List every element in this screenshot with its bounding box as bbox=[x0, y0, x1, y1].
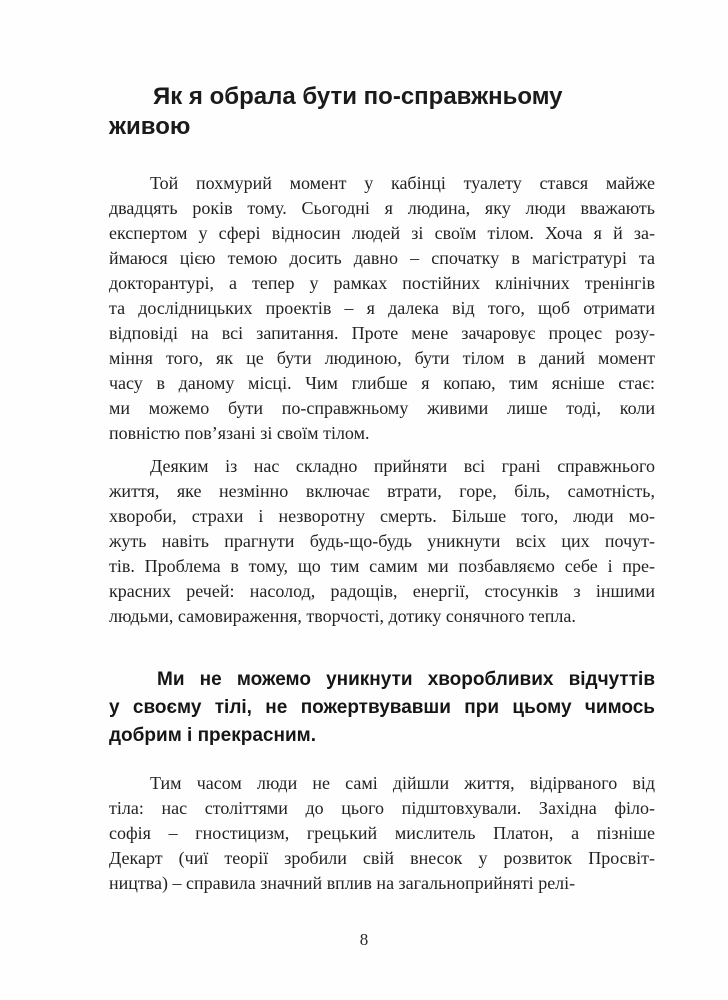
text-line: часу в даному місці. Чим глибше я копаю, тим ясніше стає: bbox=[109, 373, 655, 393]
text-line: жуть навіть прагнути будь-що-будь уникнути всіх цих почут- bbox=[109, 531, 655, 551]
text-line: софія – гностицизм, грецький мислитель Платон, а пізніше bbox=[109, 823, 655, 843]
text-line: ми можемо бути по-справжньому живими лише тоді, коли bbox=[109, 398, 655, 418]
body-paragraph-3 bbox=[109, 771, 655, 896]
body-paragraph-2 bbox=[109, 454, 655, 629]
text-line: тіла: нас століттями до цього підштовхували. Західна філо- bbox=[109, 798, 655, 818]
text-line: красних речей: насолод, радощів, енергії, стосунків з іншими bbox=[109, 581, 655, 601]
text-line: Ми не можемо уникнути хворобливих відчуттів bbox=[157, 669, 655, 690]
body-paragraph-1 bbox=[109, 171, 655, 446]
page-number: 8 bbox=[359, 930, 369, 949]
text-line: у своєму тілі, не пожертвувавши при цьому чимось bbox=[109, 697, 655, 718]
text-line: життя, яке незмінно включає втрати, горе, біль, самотність, bbox=[109, 481, 655, 501]
text-line: ймаюся цією темою досить давно – спочатку в магістратурі та bbox=[109, 248, 655, 268]
text-line: ництва) – справила значний вплив на загальноприйняті релі- bbox=[109, 873, 576, 893]
text-line: хвороби, страхи і незворотну смерть. Більше того, люди мо- bbox=[109, 506, 655, 526]
text-line: експертом у сфері відносин людей зі своїм тілом. Хоча я й за- bbox=[109, 223, 655, 243]
text-line: Як я обрала бути по-справжньому bbox=[153, 83, 563, 110]
text-line: відповіді на всі запитання. Проте мене зачаровує процес розу- bbox=[109, 323, 655, 343]
text-line: добрим і прекрасним. bbox=[109, 725, 316, 746]
text-line: Той похмурий момент у кабінці туалету стався майже bbox=[150, 173, 655, 193]
text-line: Деяким із нас складно прийняти всі грані справжнього bbox=[150, 456, 655, 476]
text-line: Тим часом люди не самі дійшли життя, відірваного від bbox=[150, 773, 655, 793]
text-line: міння того, як це бути людиною, бути тілом в даний момент bbox=[109, 348, 655, 368]
text-line: Декарт (чиї теорії зробили свій внесок у розвиток Просвіт- bbox=[109, 848, 655, 868]
text-line: докторантурі, а тепер у рамках постійних клінічних тренінгів bbox=[109, 273, 655, 293]
text-line: повністю пов’язані зі своїм тілом. bbox=[109, 423, 370, 443]
text-line: двадцять років тому. Сьогодні я людина, яку люди вважають bbox=[109, 198, 655, 218]
text-line: живою bbox=[109, 113, 191, 140]
text-line: людьми, самовираження, творчості, дотику сонячного тепла. bbox=[109, 606, 576, 626]
chapter-heading bbox=[109, 82, 655, 142]
emphasis-paragraph bbox=[109, 666, 655, 750]
text-line: та дослідницьких проектів – я далека від того, щоб отримати bbox=[109, 298, 655, 318]
text-line: тів. Проблема в тому, що тим самим ми позбавляємо себе і пре- bbox=[109, 556, 655, 576]
